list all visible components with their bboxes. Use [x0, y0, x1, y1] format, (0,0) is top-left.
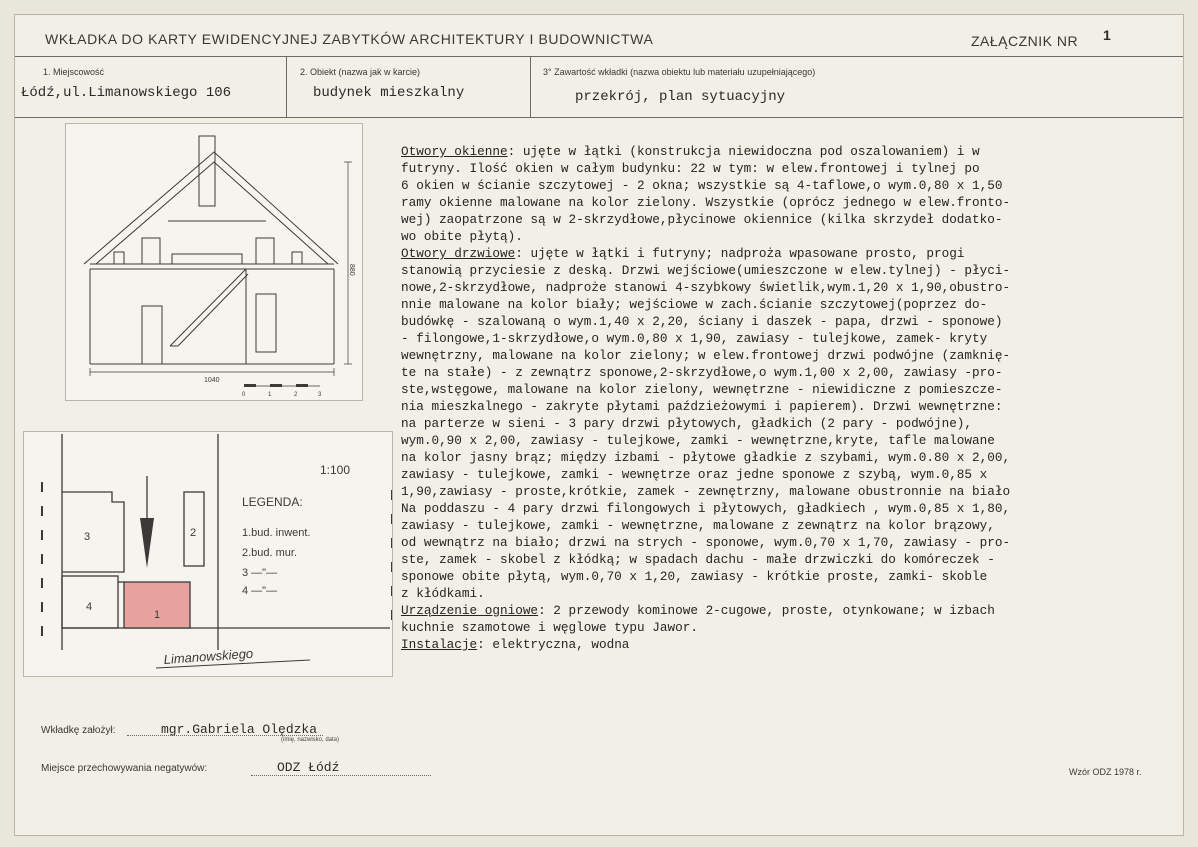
description-line-text: kuchnie szamotowe i węglowe typu Jawor.	[401, 620, 698, 635]
cross-section-photo	[65, 123, 363, 401]
section-heading: Urządzenie ogniowe	[401, 603, 539, 618]
description-line	[401, 330, 1010, 347]
description-line-text: nnie malowane na kolor biały; wejściowe w zach.ścianie szczytowej(poprzez do-	[401, 297, 988, 312]
description-line-text: : 2 przewody kominowe 2-cugowe, proste, otynkowane; w izbach	[538, 603, 995, 618]
object-value: budynek mieszkalny	[313, 85, 465, 101]
scale-tick-1: 1	[268, 392, 272, 398]
description-line	[401, 551, 1010, 568]
description-line	[401, 211, 1010, 228]
description-line	[401, 636, 1010, 653]
author-hint: (imię, nazwisko, data)	[281, 737, 340, 743]
site-plan-drawing	[24, 432, 392, 676]
description-line-text: - filongowe,1-skrzydłowe,o wym.0,80 x 1,90, zawiasy - tulejkowe, zamek- kryty	[401, 331, 988, 346]
scale-tick-3: 3	[318, 392, 322, 398]
description-line	[401, 160, 1010, 177]
description-line	[401, 432, 1010, 449]
inventory-card	[14, 14, 1184, 836]
description-text	[401, 143, 1010, 653]
scale-tick-2: 2	[294, 392, 298, 398]
description-line-text: wewnętrzny, malowane na kolor zielony; w elew.frontowej drzwi podwójne (zamknię-	[401, 348, 1011, 363]
description-line	[401, 466, 1010, 483]
height-dimension: 880	[348, 264, 355, 276]
legend-item-2: 2.bud. mur.	[242, 547, 298, 559]
description-line-text: zawiasy - tulejkowe, zamki - wewnętrze oraz jedne sponowe z szybą, wym.0,85 x	[401, 467, 988, 482]
description-line-text: na parterze w sieni - 3 pary drzwi płytowych, gładkich (2 pary - podwójne),	[401, 416, 973, 431]
description-line-text: 1,90,zawiasy - proste,krótkie, zamek - zewnętrzny, malowane obustronnie na biało	[401, 484, 1011, 499]
description-line-text: nowe,2-skrzydłowe, nadproże stanowi 4-szybkowy świetlik,wym.1,20 x 1,90,obustro-	[401, 280, 1011, 295]
description-line	[401, 568, 1010, 585]
description-line	[401, 347, 1010, 364]
field-separator-2	[530, 56, 531, 117]
description-line	[401, 585, 1010, 602]
description-line	[401, 313, 1010, 330]
building-label-1: 1	[154, 609, 161, 621]
description-line-text: od wewnątrz na biało; drzwi na strych - sponowe, wym.0,70 x 1,70, zawiasy - pro-	[401, 535, 1011, 550]
description-line-text: nia mieszkalnego - zakryte płytami paździeżowymi i papierem). Drzwi wewnętrzne:	[401, 399, 1003, 414]
annex-number: 1	[1103, 27, 1111, 43]
description-line-text: ramy okienne malowane na kolor zielony. Wszystkie (oprócz jednego w elew.fronto-	[401, 195, 1011, 210]
description-line	[401, 602, 1010, 619]
street-name: Limanowskiego	[163, 645, 254, 667]
description-line	[401, 177, 1010, 194]
cross-section-drawing	[66, 124, 362, 400]
legend-item-4: 4 —"—	[242, 585, 278, 597]
description-line-text: wej) zaopatrzone są w 2-skrzydłowe,płycinowe okiennice (kilka skrzydeł dodatko-	[401, 212, 1003, 227]
description-line-text: ste,wstęgowe, malowane na kolor zielony, wewnętrzne - niewidiczne z pomieszcze-	[401, 382, 1003, 397]
description-line	[401, 364, 1010, 381]
author-value: mgr.Gabriela Olędzka	[161, 722, 318, 737]
description-line-text: te na stałe) - z zewnątrz sponowe,2-skrzydłowe,o wym.1,00 x 2,00, zawiasy -pro-	[401, 365, 1003, 380]
width-dimension: 1040	[204, 377, 220, 384]
description-line	[401, 534, 1010, 551]
card-title: WKŁADKA DO KARTY EWIDENCYJNEJ ZABYTKÓW ARCHITEKTURY I BUDOWNICTWA	[45, 31, 654, 47]
legend-item-3: 3 —"—	[242, 567, 278, 579]
locality-value: Łódź,ul.Limanowskiego 106	[21, 85, 232, 101]
description-line	[401, 619, 1010, 636]
description-line	[401, 449, 1010, 466]
description-line-text: sponowe obite płytą, wym.0,70 x 1,20, zawiasy - krótkie proste, zamki- skoble	[401, 569, 988, 584]
description-line-text: na kolor jasny brąz; między izbami - płytowe gładkie z szybami, wym.0.80 x 2,00,	[401, 450, 1011, 465]
object-label: 2. Obiekt (nazwa jak w karcie)	[300, 67, 421, 77]
description-line-text: budówkę - szalowaną o wym.1,40 x 2,20, ściany i daszek - papa, drzwi - sponowe)	[401, 314, 1003, 329]
form-pattern: Wzór ODZ 1978 r.	[1069, 767, 1142, 777]
description-line	[401, 398, 1010, 415]
description-line	[401, 500, 1010, 517]
section-heading: Otwory okienne	[401, 144, 508, 159]
description-line	[401, 415, 1010, 432]
description-line	[401, 517, 1010, 534]
section-heading: Otwory drzwiowe	[401, 246, 516, 261]
description-line-text: 6 okien w ścianie szczytowej - 2 okna; wszystkie są 4-taflowe,o wym.0,80 x 1,50	[401, 178, 1003, 193]
fields-divider	[15, 117, 1183, 118]
description-line-text: z kłódkami.	[401, 586, 485, 601]
description-line-text: ste, zamek - skobel z kłódką; w spadach dachu - małe drzwiczki do komóreczek -	[401, 552, 995, 567]
description-line	[401, 381, 1010, 398]
locality-label: 1. Miejscowość	[43, 67, 105, 77]
site-plan-photo	[23, 431, 393, 677]
legend-item-1: 1.bud. inwent.	[242, 527, 311, 539]
description-line-text: Na poddaszu - 4 pary drzwi filongowych i płytowych, gładkiech , wym.0,85 x 1,80,	[401, 501, 1011, 516]
description-line	[401, 228, 1010, 245]
description-line	[401, 483, 1010, 500]
storage-value: ODZ Łódź	[277, 760, 340, 775]
content-label: 3° Zawartość wkładki (nazwa obiektu lub materiału uzupełniającego)	[543, 67, 816, 77]
description-line	[401, 194, 1010, 211]
description-line	[401, 279, 1010, 296]
description-line-text: futryny. Ilość okien w całym budynku: 22 w tym: w elew.frontowej i tylnej po	[401, 161, 980, 176]
building-label-2: 2	[190, 527, 197, 539]
annex-label: ZAŁĄCZNIK NR	[971, 33, 1079, 49]
section-heading: Instalacje	[401, 637, 478, 652]
description-line	[401, 143, 1010, 160]
author-label: Wkładkę założył:	[41, 725, 116, 736]
content-value: przekrój, plan sytuacyjny	[575, 89, 786, 105]
description-line-text: zawiasy - tulejkowe, zamki - wewnętrzne, malowane z zewnątrz na kolor brązowy,	[401, 518, 995, 533]
description-line-text: : elektryczna, wodna	[477, 637, 630, 652]
description-line-text: : ujęte w łątki (konstrukcja niewidoczna pod oszalowaniem) i w	[507, 144, 980, 159]
description-line-text: stanowią przyciesie z deską. Drzwi wejściowe(umieszczone w elew.tylnej) - płyci-	[401, 263, 1011, 278]
header-divider	[15, 56, 1183, 57]
description-line	[401, 296, 1010, 313]
description-line-text: wo obite płytą).	[401, 229, 523, 244]
description-line	[401, 245, 1010, 262]
description-line-text: wym.0,90 x 2,00, zawiasy - tulejkowe, zamki - wewnętrzne,kryte, tafle malowane	[401, 433, 995, 448]
description-line	[401, 262, 1010, 279]
storage-line	[251, 775, 431, 776]
scale-tick-0: 0	[242, 392, 246, 398]
field-separator-1	[286, 56, 287, 117]
building-label-4: 4	[86, 601, 93, 613]
building-label-3: 3	[84, 531, 91, 543]
legend-title: LEGENDA:	[242, 495, 303, 509]
scale-label: 1:100	[320, 463, 351, 477]
description-line-text: : ujęte w łątki i futryny; nadproża wpasowane prosto, progi	[515, 246, 965, 261]
storage-label: Miejsce przechowywania negatywów:	[41, 763, 208, 774]
